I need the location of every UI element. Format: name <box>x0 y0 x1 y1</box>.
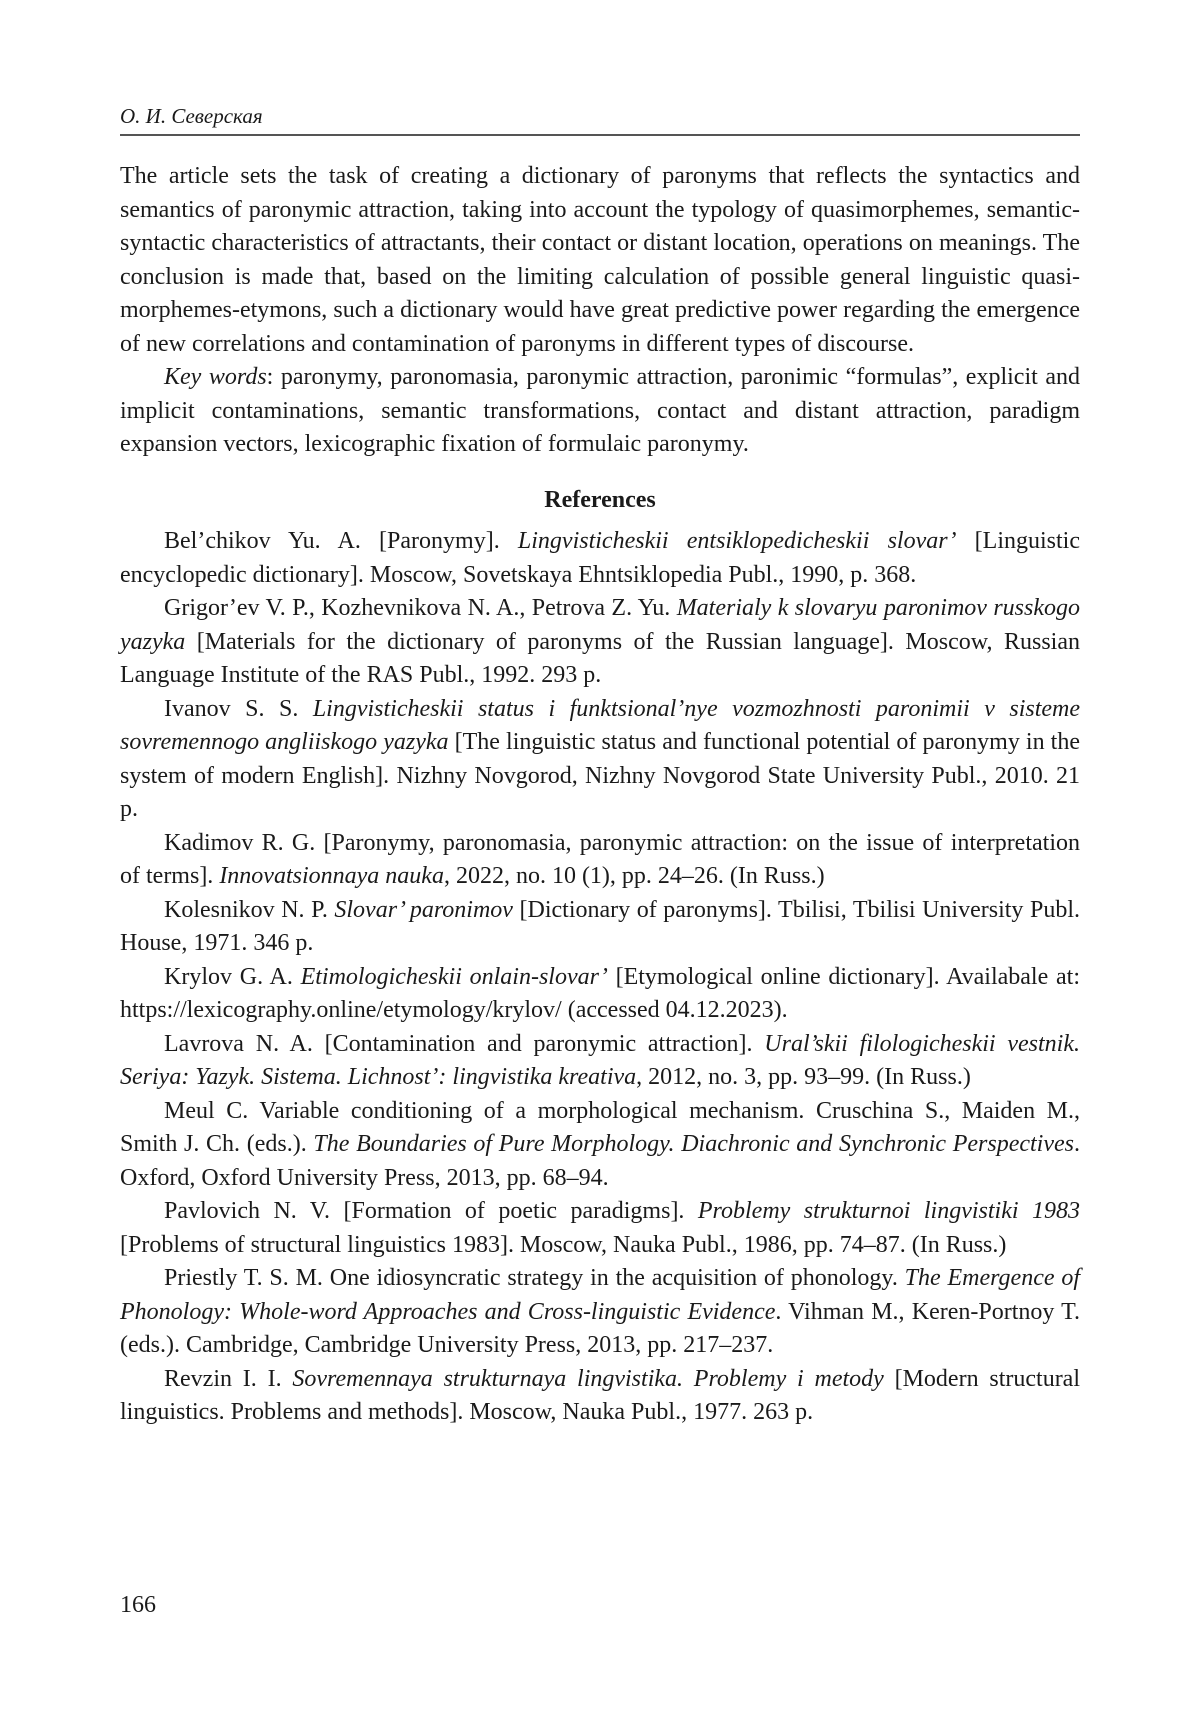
reference-text: Pavlovich N. V. [Formation of poetic paradigms]. <box>164 1198 698 1224</box>
header-author: О. И. Северская <box>120 104 263 128</box>
reference-text: . Vihman M., Keren-Portnoy T. (eds.). Cambridge, Cambridge University Press, 2013, pp. 217–237. <box>120 1298 1080 1358</box>
reference-item <box>120 1028 1080 1095</box>
references-heading: References <box>544 486 656 513</box>
reference-item <box>120 525 1080 592</box>
reference-item <box>120 1195 1080 1262</box>
keywords <box>120 361 1080 462</box>
reference-text: [Materials for the dictionary of paronyms of the Russian language]. Moscow, Russian Language Institute of the RAS Publ., 1992. 293 p. <box>120 628 1080 688</box>
reference-text: . Oxford, Oxford University Press, 2013, pp. 68–94. <box>120 1131 1080 1191</box>
references-list <box>120 525 1080 1430</box>
reference-text: Kadimov R. G. [Paronymy, paronomasia, paronymic attraction: on the issue of interpretation of terms]. <box>120 829 1080 889</box>
reference-text: [Modern structural linguistics. Problems and methods]. Moscow, Nauka Publ., 1977. 263 p. <box>120 1365 1081 1425</box>
reference-title: Slovar’ paronimov <box>334 896 513 923</box>
reference-title: Lingvisticheskii entsiklopedicheskii slovar’ <box>517 528 957 554</box>
reference-item <box>120 1095 1080 1196</box>
reference-text: [Etymological online dictionary]. Availabale at: https://lexicography.online/etymology/krylov/ (accessed 04.12.2023). <box>120 963 1080 1023</box>
reference-title: Problemy strukturnoi lingvistiki 1983 <box>697 1198 1080 1224</box>
page-number: 166 <box>120 1592 156 1618</box>
reference-text: Kolesnikov N. P. <box>164 896 335 923</box>
reference-title: Innovatsionnaya nauka <box>219 863 444 889</box>
reference-title: Materialy k slovaryu paronimov russkogo yazyka <box>120 595 1081 655</box>
abstract-text: The article sets the task of creating a dictionary of paronyms that reflects the syntactics and semantics of paronymic attraction, taking into account the typology of quasimorphemes, semantic-syntactic characteristics of attractants, their contact or distant location, operations on meanings. The conclusion is made that, based on the limiting calculation of possible general linguistic quasi-morphemes-etymons, such a dictionary would have great predictive power regarding the emergence of new correlations and contamination of paronyms in different types of discourse. <box>120 163 1080 357</box>
reference-text: , 2012, no. 3, pp. 93–99. (In Russ.) <box>636 1064 971 1090</box>
reference-text: Lavrova N. A. [Contamination and paronymic attraction]. <box>164 1030 765 1057</box>
reference-title: Lingvisticheskii status i funktsional’nye vozmozhnosti paronimii v sisteme sovremennogo angliiskogo yazyka <box>120 695 1081 755</box>
reference-title: Sovremennaya strukturnaya lingvistika. Problemy i metody <box>292 1365 884 1392</box>
reference-text: [Problems of structural linguistics 1983]. Moscow, Nauka Publ., 1986, pp. 74–87. (In Russ.) <box>120 1231 1007 1258</box>
reference-text: Meul C. Variable conditioning of a morphological mechanism. Cruschina S., Maiden M., Smith J. Ch. (eds.). <box>120 1097 1080 1157</box>
reference-text: [The linguistic status and functional potential of paronymy in the system of modern English]. Nizhny Novgorod, Nizhny Novgorod State University Publ., 2010. 21 p. <box>120 729 1081 822</box>
keywords-label: Key words <box>164 364 267 390</box>
reference-text: Grigor’ev V. P., Kozhevnikova N. A., Petrova Z. Yu. <box>164 595 677 621</box>
reference-item <box>120 894 1080 961</box>
reference-item <box>120 592 1080 693</box>
reference-text: Ivanov S. S. <box>164 695 313 722</box>
reference-title: Etimologicheskii onlain-slovar’ <box>300 963 608 990</box>
reference-title: Ural’skii filologicheskii vestnik. Seriya: Yazyk. Sistema. Lichnost’: lingvistika kreativa <box>120 1030 1081 1090</box>
reference-text: Priestly T. S. M. One idiosyncratic strategy in the acquisition of phonology. <box>164 1265 905 1291</box>
reference-title: The Boundaries of Pure Morphology. Diachronic and Synchronic Perspectives <box>313 1131 1074 1157</box>
reference-text: Revzin I. I. <box>164 1365 293 1392</box>
reference-item <box>120 1363 1080 1430</box>
reference-title: The Emergence of Phonology: Whole-word Approaches and Cross-linguistic Evidence <box>120 1265 1080 1325</box>
reference-text: [Linguistic encyclopedic dictionary]. Moscow, Sovetskaya Ehntsiklopedia Publ., 1990, p. 368. <box>120 528 1080 588</box>
reference-text: [Dictionary of paronyms]. Tbilisi, Tbilisi University Publ. House, 1971. 346 p. <box>120 896 1081 956</box>
running-header <box>120 100 1080 136</box>
reference-text: Krylov G. A. <box>164 963 301 990</box>
reference-item <box>120 961 1080 1028</box>
reference-item <box>120 693 1080 827</box>
page-content <box>120 160 1080 1430</box>
keywords-text: : paronymy, paronomasia, paronymic attraction, paronimic “formulas”, explicit and implicit contaminations, semantic transformations, contact and distant attraction, paradigm expansion vectors, lexicographic fixation of formulaic paronymy. <box>120 364 1080 457</box>
reference-text: , 2022, no. 10 (1), pp. 24–26. (In Russ.) <box>443 863 825 889</box>
reference-item <box>120 827 1080 894</box>
reference-text: Bel’chikov Yu. A. [Paronymy]. <box>164 528 518 554</box>
reference-item <box>120 1262 1080 1363</box>
